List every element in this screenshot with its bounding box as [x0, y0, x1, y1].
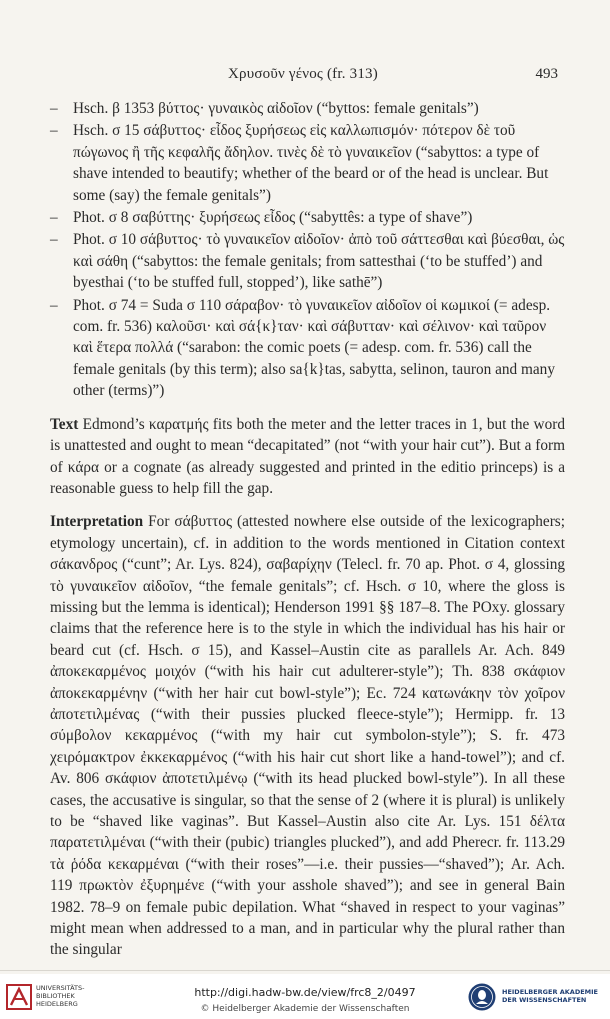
entry-text: Hsch. σ 15 σάβυττος· εἶδος ξυρήσεως εἰς καλλωπισμόν· πότερον δὲ τοῦ πώγωνος ἢ τῆς κεφαλῆς ἄδηλον. τινὲς δὲ τὸ γυναικεῖον (“sabyttos: a type of shave intended to beautify; whether of the beard or of the head is unclear. But some (say) the female genitals”) — [73, 122, 549, 204]
citation-entry — [50, 98, 565, 119]
citation-entry — [50, 207, 565, 228]
citation-entry — [50, 229, 565, 293]
citation-entry — [50, 120, 565, 206]
footer-divider — [0, 970, 610, 971]
entry-dash: – — [50, 122, 58, 140]
page-body — [50, 98, 565, 961]
entry-text: Phot. σ 10 σάβυττος· τὸ γυναικεῖον αἰδοῖον· ἀπὸ τοῦ σάττεσθαι καὶ βύεσθαι, ὡς καὶ σάθη (“sabyttos: the female genitals; from sattesthai (‘to be stuffed’) and byesthai (‘to be stuffed full, stopped’), like sathē”) — [73, 231, 565, 292]
interpretation-heading: Interpretation — [50, 513, 144, 531]
text-heading: Text — [50, 415, 79, 433]
entry-text: Phot. σ 74 = Suda σ 110 σάραβον· τὸ γυναικεῖον αἰδοῖον οἱ κωμικοί (= adesp. com. fr. 536) καλοῦσι· καὶ σά{κ}ταν· καὶ σάβυτταν· καὶ σέλινον· καὶ ταῦρον καὶ ἕτερα πολλά (“sarabon: the comic poets (= adesp. com. fr. 536) call the female genitals (by this term); also sa{k}tas, sabytta, selinon, tauron and many other (terms)”) — [73, 296, 555, 400]
entry-text: Phot. σ 8 σαβύττης· ξυρήσεως εἶδος (“sabyttês: a type of shave”) — [73, 209, 473, 227]
entry-dash: – — [50, 100, 58, 117]
text-body: Edmond’s καρατμής fits both the meter and the letter traces in 1, but the word is unattested and ought to mean “decapitated” (not “with your hair cut”). But a form of κάρα or a cognate (as already suggested and printed in the editio princeps) is a reasonable guess to help fill the gap. — [50, 415, 565, 497]
running-title: Χρυσοῦν γένος (fr. 313) — [228, 66, 378, 82]
library-name-line: UNIVERSITÄTS- — [36, 984, 85, 992]
page-footer — [0, 974, 610, 1019]
library-name-line: HEIDELBERG — [36, 1000, 78, 1008]
academy-name — [502, 988, 598, 1004]
text-section — [50, 414, 565, 500]
entry-dash: – — [50, 296, 58, 314]
interpretation-body: For σάβυττος (attested nowhere else outside of the lexicographers; etymology uncertain), cf. in addition to the words mentioned in Citation context σάκανδρος (“cunt”; Ar. Lys. 824), σαβαρίχην (Telecl. fr. 70 ap. Phot. σ 4, glossing τὸ γυναικεῖον αἰδοῖον, “the female genitals”; cf. Hsch. σ 10, where the gloss is missing but the lemma is identical); Henderson 1991 §§ 187–8. The POxy. glossary claims that the reference here is to the style in which the individual has his hair or beard cut (cf. Hsch. σ 15), and Kassel–Austin cite as parallels Ar. Ach. 849 ἀποκεκαρμένος μοιχόν (“with his hair cut adulterer-style”); Th. 838 σκάφιον ἀποκεκαρμένην (“with her hair cut bowl-style”); Ec. 724 κατωνάκην τὸν χοῖρον ἀποτετιλμένας (“with their pussies plucked fleece-style”); Hermipp. fr. 13 σύμβολον κεκαρμένος (“with my hair cut symbolon-style”); S. fr. 473 χειρόμακτρον ἐκκεκαρμένος (“with his hair cut short like a hand-towel”); and cf. Av. 806 σκάφιον ἀποτετιλμένῳ (“with its head plucked bowl-style”). In all these cases, the accusative is singular, so that the sense of 2 (where it is plural) is unlikely to be “shaved like vaginas”. But Kassel–Austin also cite Ar. Lys. 151 δέλτα παρατετιλμέναι (“with their (pubic) triangles plucked”), and add Pherecr. fr. 113.29 τὰ ῥόδα κεκαρμέναι (“with their roses”—i.e. their pussies—“shaved”); Ar. Ach. 119 πρωκτὸν ἐξυρημένε (“with your asshole shaved”); and see in general Bain 1982. 78–9 on female pubic depilation. What “shaved in respect to your vaginas” might mean when addressed to a man, and in particular why the plural rather than the singular — [50, 513, 565, 959]
library-name-line: BIBLIOTHEK — [36, 992, 75, 1000]
academy-seal-icon — [467, 982, 497, 1012]
copyright-notice: © Heidelberger Akademie der Wissenschaften — [200, 1004, 410, 1014]
entry-dash: – — [50, 209, 58, 227]
entry-dash: – — [50, 231, 58, 249]
interpretation-section — [50, 511, 565, 961]
entry-text: Hsch. β 1353 βύττος· γυναικὸς αἰδοῖον (“byttos: female genitals”) — [73, 100, 479, 117]
source-url-link[interactable]: http://digi.hadw-bw.de/view/frc8_2/0497 — [194, 986, 416, 999]
citation-entry — [50, 295, 565, 402]
page-header — [0, 66, 610, 86]
academy-name-line: HEIDELBERGER AKADEMIE — [502, 988, 598, 996]
page-number: 493 — [535, 66, 558, 82]
academy-name-line: DER WISSENSCHAFTEN — [502, 996, 587, 1004]
